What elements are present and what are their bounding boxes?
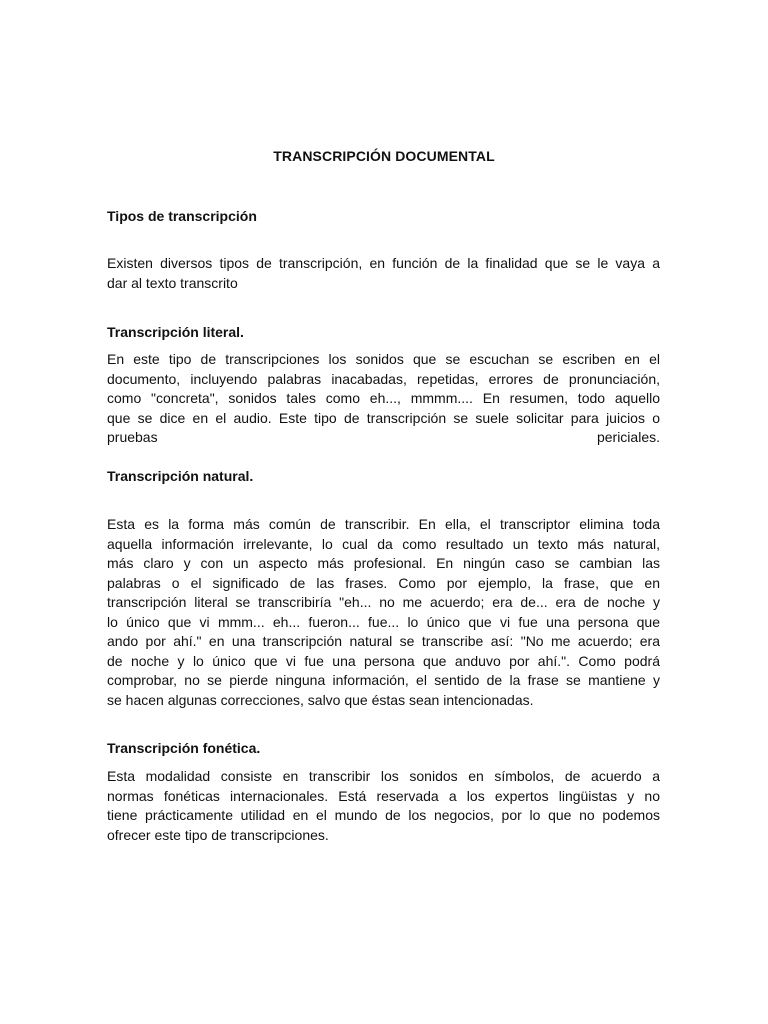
- paragraph-line: ando por ahí." en una transcripción natural se transcribe así: "No me acuerdo; era: [107, 633, 660, 649]
- paragraph-literal: [107, 350, 660, 448]
- document-title: TRANSCRIPCIÓN DOCUMENTAL: [273, 148, 495, 164]
- heading-fonetica: Transcripción fonética.: [107, 740, 261, 756]
- heading-tipos: Tipos de transcripción: [107, 208, 257, 224]
- paragraph-line: ofrecer este tipo de transcripciones.: [107, 826, 329, 843]
- paragraph-line: normas fonéticas internacionales. Está reservada a los expertos lingüistas y no: [107, 787, 660, 804]
- paragraph-line: de noche y lo único que vi fue una persona que anduvo por ahí.". Como podrá: [107, 652, 660, 669]
- paragraph-line: En este tipo de transcripciones los sonidos que se escuchan se escriben en el: [107, 351, 660, 367]
- paragraph-line: comprobar, no se pierde ninguna información, el sentido de la frase se mantiene y: [107, 672, 660, 688]
- paragraph-line: aquella información irrelevante, lo cual da como resultado un texto más natural,: [107, 535, 660, 552]
- paragraph-line: dar al texto transcrito: [107, 274, 238, 291]
- paragraph-line: documento, incluyendo palabras inacabadas, repetidas, errores de pronunciación,: [107, 370, 660, 387]
- paragraph-line: lo único que vi mmm... eh... fueron... fue... lo único que vi fue una persona que: [107, 613, 660, 630]
- paragraph-line: Esta modalidad consiste en transcribir los sonidos en símbolos, de acuerdo a: [107, 768, 660, 784]
- paragraph-line: Esta es la forma más común de transcribir. En ella, el transcriptor elimina toda: [107, 516, 660, 532]
- paragraph-line: palabras o el significado de las frases. Como por ejemplo, la frase, que en: [107, 574, 660, 591]
- paragraph-natural: [107, 515, 660, 710]
- paragraph-tipos: [107, 254, 660, 293]
- heading-natural: Transcripción natural.: [107, 468, 254, 484]
- paragraph-line: más claro y con un aspecto más profesional. En ningún caso se cambian las: [107, 555, 660, 571]
- paragraph-line: como "concreta", sonidos tales como eh..., mmmm.... En resumen, todo aquello: [107, 390, 660, 406]
- paragraph-line: Existen diversos tipos de transcripción, en función de la finalidad que se le vaya a: [107, 255, 660, 271]
- paragraph-line: que se dice en el audio. Este tipo de transcripción se suele solicitar para juicios o: [107, 409, 660, 426]
- paragraph-fonetica: [107, 767, 660, 845]
- heading-literal: Transcripción literal.: [107, 324, 244, 340]
- paragraph-line: pruebas periciales.: [107, 429, 660, 445]
- paragraph-line: se hacen algunas correcciones, salvo que éstas sean intencionadas.: [107, 691, 534, 708]
- paragraph-line: transcripción literal se transcribiría "eh... no me acuerdo; era de... era de noche y: [107, 594, 660, 610]
- paragraph-line: tiene prácticamente utilidad en el mundo de los negocios, por lo que no podemos: [107, 807, 660, 823]
